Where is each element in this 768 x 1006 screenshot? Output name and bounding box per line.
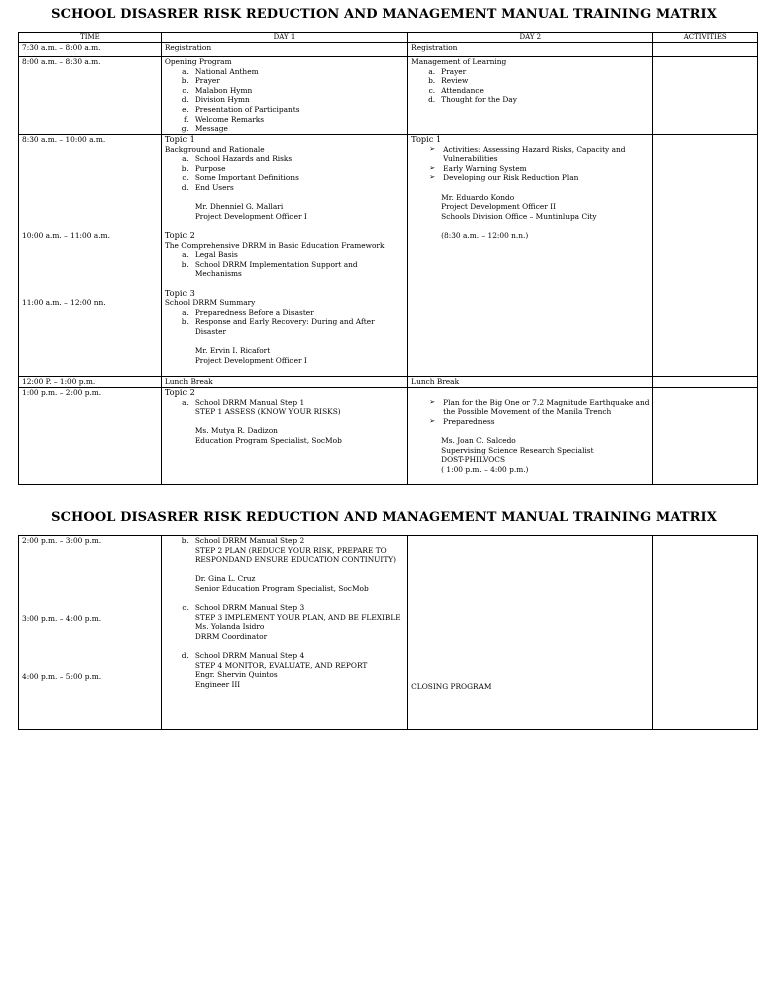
list-item: b. Response and Early Recovery: During and After Disaster <box>181 317 375 336</box>
topic-label: Topic 1 <box>164 134 195 144</box>
activities-cell <box>653 377 758 388</box>
topic-label: Topic 2 <box>164 387 195 397</box>
table-row <box>19 135 758 377</box>
list-item: c. Attendance <box>428 85 484 95</box>
table-row <box>19 388 758 485</box>
speaker-name: Ms. Mutya R. Dadizon <box>194 426 278 436</box>
session-time: (8:30 a.m. – 12:00 n.n.) <box>441 230 529 240</box>
step-title: STEP 3 IMPLEMENT YOUR PLAN, AND BE FLEXIBLE <box>194 612 401 622</box>
time-slot: 2:00 p.m. – 3:00 p.m. <box>22 536 102 545</box>
list-item: ➢ Developing our Risk Reduction Plan <box>411 173 649 183</box>
list-item: d. Thought for the Day <box>428 95 517 105</box>
day2-cell <box>408 57 653 135</box>
day2-cell <box>408 388 653 485</box>
list-item: f. Welcome Remarks <box>184 114 265 124</box>
program-heading: Opening Program <box>164 57 232 66</box>
topic-title: The Comprehensive DRRM in Basic Education Framework <box>164 240 385 250</box>
speaker-position: Project Development Officer II <box>441 202 556 212</box>
day1-cell <box>161 536 407 730</box>
list-item: ➢ Preparedness <box>411 417 649 427</box>
day2-cell: Registration <box>408 43 653 57</box>
day2-cell <box>408 536 653 730</box>
speaker-office: Schools Division Office – Muntinlupa City <box>441 211 597 221</box>
list-item: c. Malabon Hymn <box>182 85 253 95</box>
topic-label: Topic 2 <box>164 229 195 240</box>
arrow-bullet-icon: ➢ <box>429 397 436 406</box>
page-title: SCHOOL DISASRER RISK REDUCTION AND MANAGEMENT MANUAL TRAINING MATRIX <box>51 7 717 22</box>
speaker-position: DRRM Coordinator <box>194 631 268 641</box>
training-matrix-table-1 <box>18 32 758 485</box>
topic-label: Topic 3 <box>164 287 195 298</box>
time-cell: 7:30 a.m. – 8:00 a.m. <box>19 43 162 57</box>
list-item: g. Message <box>181 124 228 134</box>
header-row <box>19 33 758 43</box>
time-cell <box>19 536 162 730</box>
topic-title: School DRRM Summary <box>164 298 256 308</box>
step-title: STEP 2 PLAN (REDUCE YOUR RISK, PREPARE TO RESPONDAND ENSURE EDUCATION CONTINUITY) <box>194 545 397 565</box>
activities-cell <box>653 135 758 377</box>
day2-cell <box>408 135 653 377</box>
list-item: a. School DRRM Manual Step 1 <box>182 397 305 407</box>
activities-cell <box>653 57 758 135</box>
day2-cell: Lunch Break <box>408 377 653 388</box>
header-activities: ACTIVITIES <box>653 33 758 43</box>
header-day2: DAY 2 <box>408 33 653 43</box>
list-item: e. Presentation of Participants <box>182 104 300 114</box>
arrow-bullet-icon: ➢ <box>429 173 436 182</box>
day1-cell <box>161 388 407 485</box>
list-item: a. Preparedness Before a Disaster <box>182 307 314 317</box>
day1-cell: Registration <box>161 43 407 57</box>
time-cell: 8:00 a.m. – 8:30 a.m. <box>19 57 162 135</box>
management-list <box>411 67 649 105</box>
speaker-name: Ms. Joan C. Salcedo <box>441 435 516 445</box>
table-row <box>19 377 758 388</box>
program-heading: Management of Learning <box>411 57 507 66</box>
topic-label: Topic 1 <box>411 134 442 144</box>
speaker-position: Project Development Officer I <box>194 211 307 221</box>
list-item: a. School Hazards and Risks <box>182 154 293 164</box>
list-item: ➢ Activities: Assessing Hazard Risks, Capacity and Vulnerabilities <box>411 145 649 164</box>
session-time: ( 1:00 p.m. – 4:00 p.m.) <box>441 464 529 474</box>
time-cell: 1:00 p.m. – 2:00 p.m. <box>19 388 162 485</box>
time-slot: 4:00 p.m. – 5:00 p.m. <box>22 672 102 681</box>
speaker-position: Engineer III <box>194 679 241 689</box>
page-title-2: SCHOOL DISASRER RISK REDUCTION AND MANAGEMENT MANUAL TRAINING MATRIX <box>51 510 717 525</box>
time-cell: 12:00 P. – 1:00 p.m. <box>19 377 162 388</box>
list-item: ➢ Plan for the Big One or 7.2 Magnitude Earthquake and the Possible Movement of the Manila Trench <box>411 398 649 417</box>
list-item: a. Legal Basis <box>182 250 238 260</box>
table-row <box>19 57 758 135</box>
speaker-name: Ms. Yolanda Isidro <box>194 622 265 632</box>
speaker-position: Project Development Officer I <box>194 355 307 365</box>
list-item: d. End Users <box>181 182 234 192</box>
time-cell <box>19 135 162 377</box>
list-item: b. Purpose <box>181 163 226 173</box>
speaker-position: Senior Education Program Specialist, SocMob <box>194 583 369 593</box>
time-slot: 3:00 p.m. – 4:00 p.m. <box>22 614 102 623</box>
activities-cell <box>653 43 758 57</box>
topic-title: Background and Rationale <box>164 144 265 154</box>
list-item: d. Division Hymn <box>181 95 250 105</box>
speaker-name: Mr. Eduardo Kondo <box>441 192 515 202</box>
arrow-bullet-icon: ➢ <box>429 416 436 425</box>
time-slot: 11:00 a.m. – 12:00 nn. <box>22 298 106 307</box>
header-time: TIME <box>19 33 162 43</box>
opening-program-list <box>165 67 404 134</box>
day1-cell <box>161 57 407 135</box>
day1-cell <box>161 135 407 377</box>
list-item: c. School DRRM Manual Step 3 <box>182 603 305 613</box>
speaker-position: Supervising Science Research Specialist <box>441 445 594 455</box>
arrow-bullet-icon: ➢ <box>429 163 436 172</box>
list-item: a. National Anthem <box>182 66 259 76</box>
step-title: STEP 1 ASSESS (KNOW YOUR RISKS) <box>194 407 341 417</box>
speaker-name: Dr. Gina L. Cruz <box>194 574 256 584</box>
time-slot: 10:00 a.m. – 11:00 a.m. <box>22 231 110 240</box>
list-item: b. Prayer <box>181 76 220 86</box>
closing-program: CLOSING PROGRAM <box>411 682 492 691</box>
activities-cell <box>653 536 758 730</box>
table-row <box>19 43 758 57</box>
speaker-position: Education Program Specialist, SocMob <box>194 435 342 445</box>
speaker-office: DOST-PHILVOCS <box>441 455 506 465</box>
speaker-name: Engr. Shervin Quintos <box>194 670 278 680</box>
header-day1: DAY 1 <box>161 33 407 43</box>
activities-cell <box>653 388 758 485</box>
list-item: d. School DRRM Manual Step 4 <box>181 651 305 661</box>
list-item: ➢ Early Warning System <box>411 164 649 174</box>
list-item: b. School DRRM Manual Step 2 <box>181 536 305 545</box>
list-item: b. School DRRM Implementation Support and Mechanisms <box>181 259 358 279</box>
list-item: c. Some Important Definitions <box>182 173 299 183</box>
list-item: a. Prayer <box>428 66 467 76</box>
speaker-name: Mr. Ervin I. Ricafort <box>194 346 271 356</box>
speaker-name: Mr. Dhenniel G. Mallari <box>194 202 284 212</box>
step-title: STEP 4 MONITOR, EVALUATE, AND REPORT <box>194 660 368 670</box>
list-item: b. Review <box>428 76 469 86</box>
time-slot: 8:30 a.m. – 10:00 a.m. <box>22 135 106 144</box>
day1-cell: Lunch Break <box>161 377 407 388</box>
arrow-bullet-icon: ➢ <box>429 144 436 153</box>
table-row <box>19 536 758 730</box>
training-matrix-table-2 <box>18 535 758 730</box>
